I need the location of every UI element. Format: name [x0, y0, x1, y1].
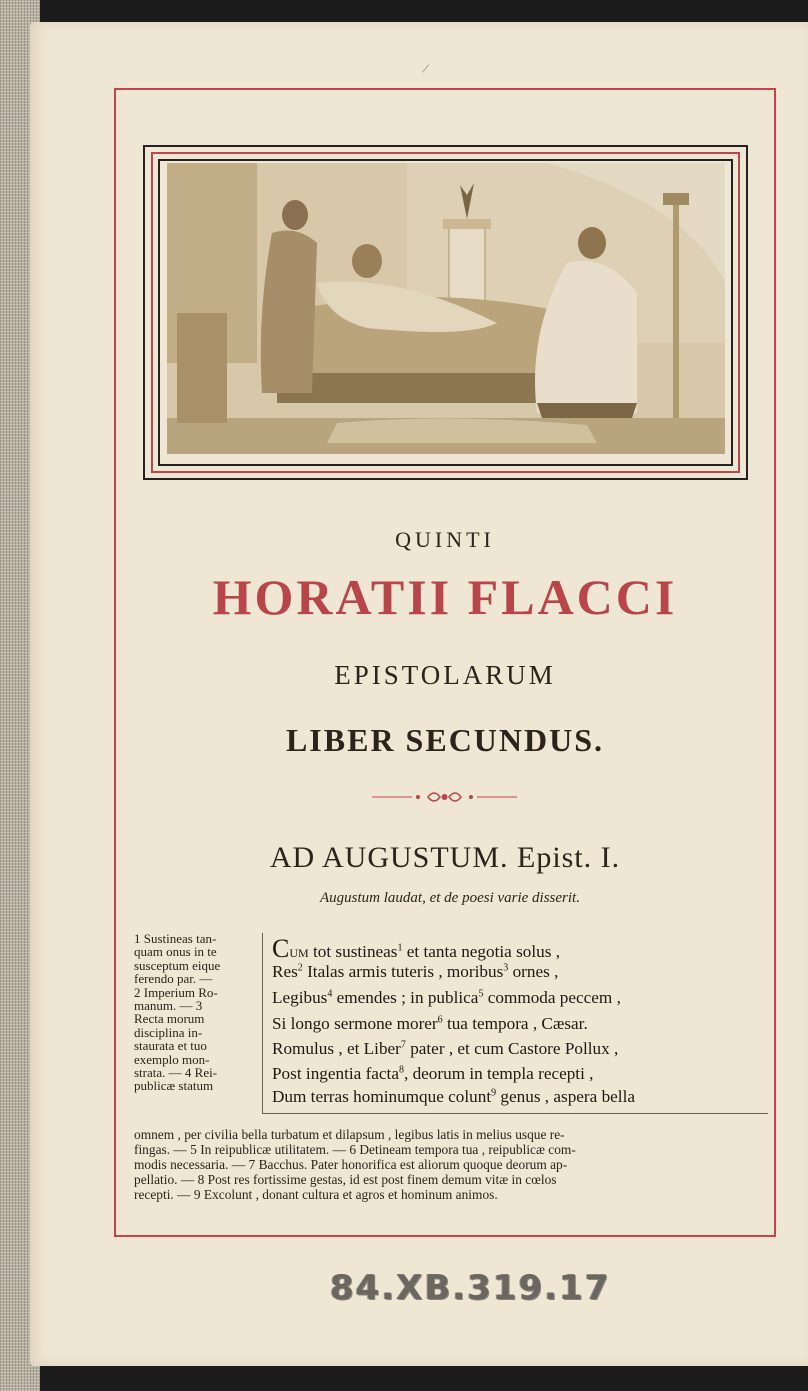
decorative-ornament-divider: [372, 787, 517, 807]
footnote-ref: 1: [397, 942, 403, 954]
title-epistolarum: EPISTOLARUM: [334, 660, 556, 690]
footnote-line: omnem , per civilia bella turbatum et dilapsum , legibus latis in melius usque re-: [134, 1127, 565, 1142]
gloss-line: staurata et tuo: [134, 1038, 207, 1054]
verse-line-4: [272, 1014, 588, 1034]
drop-capital: C: [272, 934, 290, 963]
gloss-line: 1 Sustineas tan-: [134, 931, 217, 946]
epistle-heading: AD AUGUSTUM. Epist. I.: [269, 841, 621, 874]
verse-text: Legibus: [272, 988, 328, 1007]
verse-text: Italas armis tuteris , moribus: [302, 962, 504, 981]
footnote-ref: 4: [327, 988, 333, 1000]
footnotes: [134, 1127, 760, 1202]
library-shelfmark-stamp: 84.XB.319.17: [330, 1268, 611, 1308]
title-liber-secundus: LIBER SECUNDUS.: [285, 722, 605, 758]
gloss-line: strata. — 4 Rei-: [134, 1065, 218, 1081]
title-horatii-flacci: HORATII FLACCI: [212, 569, 678, 625]
footnote-ref: 2: [297, 962, 303, 974]
footnote-line: fingas. — 5 In reipublicæ utilitatem. — 6 Detineam tempora tua , reipublicæ com-: [134, 1142, 576, 1157]
gloss-line: ferendo par. —: [134, 971, 213, 987]
footnote-ref: 7: [400, 1039, 406, 1051]
verse-text: Post ingentia facta: [272, 1064, 399, 1083]
verse-text: tua tempora , Cæsar.: [442, 1014, 588, 1033]
verse-text: emendes ; in publica: [332, 988, 479, 1007]
footnote-line: modis necessaria. — 7 Bacchus. Pater honorifica est aliorum quoque deorum ap-: [134, 1157, 568, 1172]
verse-text: commoda peccem ,: [483, 988, 621, 1007]
verse-line-2: [272, 962, 558, 982]
gloss-line: 2 Imperium Ro-: [134, 984, 218, 1000]
gloss-line: Recta morum: [134, 1011, 205, 1027]
verse-line-7: [272, 1087, 635, 1107]
footnote-ref: 3: [503, 962, 509, 974]
epistle-argument: Augustum laudat, et de poesi varie disserit.: [320, 890, 580, 906]
engraving-illustration: [167, 163, 725, 454]
verse-smallcaps: um: [289, 942, 309, 961]
footnote-line: pellatio. — 8 Post res fortissime gestas, id est post finem demum vitæ in cœlos: [134, 1172, 557, 1187]
verse-text: , deorum in templa recepti ,: [403, 1064, 594, 1083]
gloss-line: exemplo mon-: [134, 1051, 210, 1067]
verse-text: et tanta negotia solus ,: [402, 942, 561, 961]
gloss-line: disciplina in-: [134, 1024, 203, 1040]
verse-text: Res: [272, 962, 298, 981]
gloss-line: susceptum eique: [134, 957, 221, 973]
footnote-ref: 8: [398, 1064, 404, 1076]
verse-text: Dum terras hominumque colunt: [272, 1087, 492, 1106]
footnote-ref: 6: [437, 1014, 443, 1026]
gloss-line: manum. — 3: [134, 998, 203, 1014]
gloss-line: quam onus in te: [134, 944, 217, 960]
verse-line-6: [272, 1064, 593, 1084]
verse-text: Romulus , et Liber: [272, 1039, 401, 1058]
gloss-line: publicæ statum: [134, 1078, 214, 1094]
title-quinti: QUINTI: [395, 527, 495, 552]
verse-text: ornes ,: [508, 962, 559, 981]
footnote-line: recepti. — 9 Excolunt , donant cultura et agros et hominum animos.: [134, 1187, 498, 1202]
marginal-gloss: [134, 932, 256, 1093]
verse-line-5: [272, 1039, 618, 1059]
footnote-ref: 9: [491, 1087, 497, 1099]
engraving-scene: [167, 163, 725, 454]
verse-line-3: [272, 988, 621, 1008]
verse-text: Si longo sermone morer: [272, 1014, 438, 1033]
verse-text: genus , aspera bella: [496, 1087, 635, 1106]
verse-text: tot sustineas: [308, 942, 398, 961]
footnote-ref: 5: [478, 988, 484, 1000]
verse-text: pater , et cum Castore Pollux ,: [405, 1039, 619, 1058]
pencil-mark: /: [420, 61, 430, 78]
verse-line-1: [272, 934, 560, 964]
